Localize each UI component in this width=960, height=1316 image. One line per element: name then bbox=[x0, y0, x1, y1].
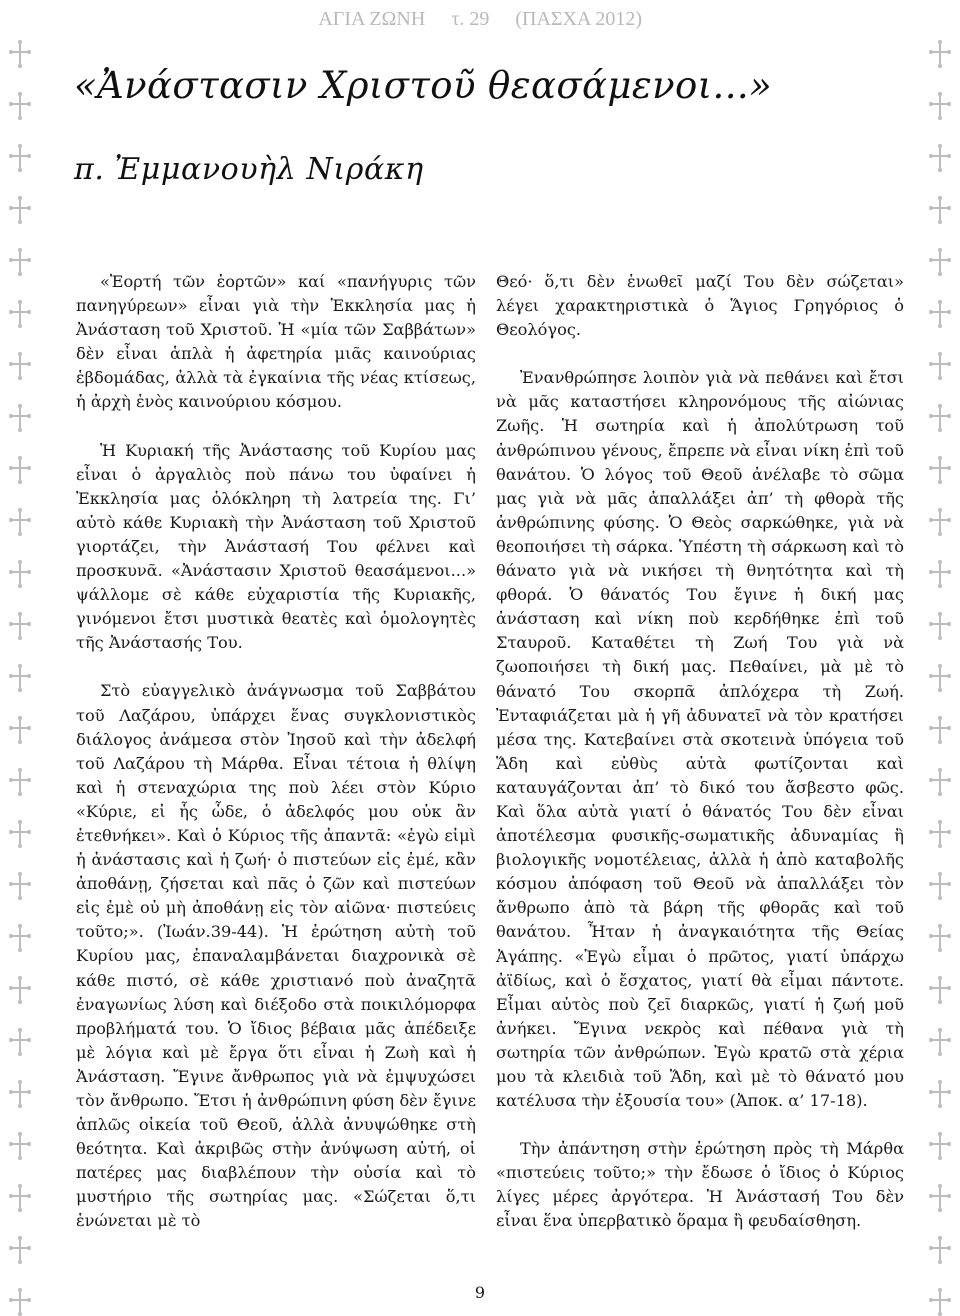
right-text-column bbox=[496, 270, 904, 1234]
cross-ornament bbox=[8, 92, 32, 120]
article-author: π. Ἐμμανουὴλ Νιράκη bbox=[74, 152, 424, 187]
cross-ornament bbox=[928, 872, 952, 900]
cross-ornament bbox=[8, 456, 32, 484]
cross-ornament bbox=[8, 768, 32, 796]
cross-ornament bbox=[8, 872, 32, 900]
cross-ornament bbox=[928, 820, 952, 848]
cross-ornament bbox=[928, 612, 952, 640]
cross-ornament bbox=[928, 1236, 952, 1264]
cross-ornament bbox=[8, 976, 32, 1004]
cross-ornament bbox=[8, 1132, 32, 1160]
left-cross-border bbox=[8, 0, 32, 1313]
cross-ornament bbox=[8, 924, 32, 952]
cross-ornament bbox=[928, 976, 952, 1004]
article-title: «Ἀνάστασιν Χριστοῦ θεασάμενοι...» bbox=[74, 64, 773, 107]
paragraph: «Ἑορτή τῶν ἑορτῶν» καί «πανήγυρις τῶν πανηγύρεων» εἶναι γιὰ τὴν Ἐκκλησία μας ἡ Ἀνάσταση τοῦ Χριστοῦ. Ἡ «μία τῶν Σαββάτων» δὲν εἶναι ἁπλὰ ἡ ἀφετηρία μιᾶς καινούριας ἑβδομάδας, ἀλλὰ τὰ ἐγκαίνια τῆς νέας κτίσεως, ἡ ἀρχὴ ἑνὸς καινούριου κόσμου. bbox=[76, 272, 476, 412]
cross-ornament bbox=[928, 1288, 952, 1316]
cross-ornament bbox=[8, 196, 32, 224]
cross-ornament bbox=[928, 560, 952, 588]
paragraph: Ἐνανθρώπησε λοιπὸν γιὰ νὰ πεθάνει καὶ ἔτσι νὰ μᾶς καταστήσει κληρονόμους τῆς αἰώνιας Ζωῆς. Ἡ σωτηρία καὶ ἡ ἀπολύτρωση τοῦ ἀνθρώπινου γένους, ἔπρεπε νὰ εἶναι νίκη ἐπὶ τοῦ θανάτου. Ὁ λόγος τοῦ Θεοῦ ἀνέλαβε τὸ σῶμα μας γιὰ νὰ μᾶς ἀπαλλάξει ἀπ’ τὴ φθορὰ τῆς ἀνθρώπινης φύσης. Ὁ Θεὸς σαρκώθηκε, γιὰ νὰ θεοποιήσει τὴ σάρκα. Ὑπέστη τὴ σάρκωση καὶ τὸ θάνατο γιὰ νὰ νικήσει τὴ θνητότητα καὶ τὴ φθορά. Ὁ θάνατός Του ἔγινε ἡ δική μας ἀνάσταση καὶ νίκη ποὺ κερδήθηκε ἐπὶ τοῦ Σταυροῦ. Καταθέτει τὴ Ζωή Του γιὰ νὰ ζωοποιήσει τὴ δική μας. Πεθαίνει, μὰ μὲ τὸ θάνατό Του σκορπᾶ ἀπλόχερα τὴ Ζωή. Ἐνταφιάζεται μὰ ἡ γῆ ἀδυνατεῖ νὰ τὸν κρατήσει μέσα της. Κατεβαίνει στὰ σκοτεινὰ ὑπόγεια τοῦ Ἅδη καὶ εὐθὺς αὐτὰ φωτίζονται καὶ καταυγάζονται ἀπ’ τὸ δικό του ἄσβεστο φῶς. Καὶ ὅλα αὐτὰ γιατί ὁ θάνατός Του δὲν εἶναι ἀποτέλεσμα φυσικῆς-σωματικῆς ἀδυναμίας ἢ βιολογικῆς νομοτέλειας, ἀλλὰ ἡ ἀπὸ καταβολῆς κόσμου ἀπόφαση τοῦ Θεοῦ νὰ ἀπαλλάξει τὸν ἄνθρωπο ἀπὸ τὰ βάρη τῆς φθορᾶς καὶ τοῦ θανάτου. Ἦταν ἡ ἀναγκαιότητα τῆς Θείας Ἀγάπης. «Ἐγὼ εἶμαι ὁ πρῶτος, γιατί ὑπάρχω ἀϊδίως, καὶ ὁ ἔσχατος, γιατί θὰ εἶμαι πάντοτε. Εἶμαι αὐτὸς ποὺ ζεῖ διαρκῶς, γιατί ἡ ζωή μοῦ ἀνήκει. Ἔγινα νεκρὸς καὶ πέθανα γιὰ τὴ σωτηρία τῶν ἀνθρώπων. Ἐγὼ κρατῶ στὰ χέρια μου τὰ κλειδιὰ τοῦ Ἅδη, καὶ μὲ τὸ θάνατό μου κατέλυσα τὴν ἐξουσία του» (Ἀποκ. α’ 17-18). bbox=[496, 368, 904, 1111]
cross-ornament bbox=[8, 300, 32, 328]
cross-ornament bbox=[928, 508, 952, 536]
cross-ornament bbox=[928, 768, 952, 796]
cross-ornament bbox=[8, 352, 32, 380]
running-header bbox=[0, 8, 960, 31]
cross-ornament bbox=[8, 144, 32, 172]
cross-ornament bbox=[928, 352, 952, 380]
cross-ornament bbox=[8, 248, 32, 276]
cross-ornament bbox=[928, 1184, 952, 1212]
paragraph: Τὴν ἀπάντηση στὴν ἐρώτηση πρὸς τὴ Μάρθα «πιστεύεις τοῦτο;» τὴν ἔδωσε ὁ ἴδιος ὁ Κύριος λίγες μέρες ἀργότερα. Ἡ Ἀνάστασή Του δὲν εἶναι ἕνα ὑπερβατικὸ ὅραμα ἢ φευδαίσθηση. bbox=[496, 1139, 904, 1231]
cross-ornament bbox=[8, 716, 32, 744]
cross-ornament bbox=[8, 1288, 32, 1316]
cross-ornament bbox=[928, 196, 952, 224]
cross-ornament bbox=[928, 144, 952, 172]
cross-ornament bbox=[8, 1080, 32, 1108]
cross-ornament bbox=[8, 820, 32, 848]
cross-ornament bbox=[928, 456, 952, 484]
left-text-column bbox=[76, 270, 476, 1234]
cross-ornament bbox=[928, 248, 952, 276]
page-number: 9 bbox=[474, 1283, 486, 1302]
cross-ornament bbox=[8, 612, 32, 640]
paragraph: Στὸ εὐαγγελικὸ ἀνάγνωσμα τοῦ Σαββάτου τοῦ Λαζάρου, ὑπάρχει ἕνας συγκλονιστικὸς διάλογος ἀνάμεσα στὸν Ἰησοῦ καὶ τὴν ἀδελφή τοῦ Λαζάρου τὴ Μάρθα. Εἶναι τέτοια ἡ θλίψη καὶ ἡ στεναχώρια της ποὺ λέει στὸν Κύριο «Κύριε, εἰ ἧς ὧδε, ὁ ἀδελφός μου οὐκ ἂν ἐτεθνήκει». Καὶ ὁ Κύριος τῆς ἀπαντᾶ: «ἐγὼ εἰμὶ ἡ ἀνάστασις καὶ ἡ ζωή· ὁ πιστεύων εἰς ἐμέ, κἂν ἀποθάνῃ, ζήσεται καὶ πᾶς ὁ ζῶν καὶ πιστεύων εἰς ἐμὲ οὐ μὴ ἀποθάνῃ εἰς τὸν αἰῶνα· πιστεύεις τοῦτο;». (Ἰωάν.39-44). Ἡ ἐρώτηση αὐτὴ τοῦ Κυρίου μας, ἐπαναλαμβάνεται διαχρονικὰ σὲ κάθε πιστό, σὲ κάθε χριστιανό ποὺ ἀναζητᾶ ἐναγωνίως λύση καὶ διέξοδο στὰ ποικιλόμορφα προβλήματά του. Ὁ ἴδιος βέβαια μᾶς ἀπέδειξε μὲ λόγια καὶ μὲ ἔργα ὅτι εἶναι ἡ Ζωὴ καὶ ἡ Ἀνάσταση. Ἔγινε ἄνθρωπος γιὰ νὰ ἐμψυχώσει τὸν ἄνθρωπο. Ἔτσι ἡ ἀνθρώπινη φύση δὲν ἔγινε ἁπλῶς οἰκεία τοῦ Θεοῦ, ἀλλὰ ἀνυψώθηκε στὴ θεότητα. Καὶ ἀκριβῶς στὴν ἀνύψωση αὐτή, οἱ πατέρες μας διαβλέπουν τὴν οὐσία καὶ τὸ μυστήριο τῆς σωτηρίας μας. «Σώζεται ὅ,τι ἑνώνεται μὲ τὸ bbox=[76, 681, 476, 1231]
cross-ornament bbox=[8, 508, 32, 536]
magazine-name: ΑΓΙΑ ΖΩΝΗ bbox=[318, 8, 426, 30]
cross-ornament bbox=[8, 1184, 32, 1212]
paragraph: Ἡ Κυριακή τῆς Ἀνάστασης τοῦ Κυρίου μας εἶναι ὁ ἀργαλιὸς ποὺ πάνω του ὑφαίνει ἡ Ἐκκλησία μας ὁλόκληρη τὴ λατρεία της. Γι’ αὐτὸ κάθε Κυριακὴ τὴν Ἀνάσταση τοῦ Χριστοῦ γιορτάζει, τὴν Ἀνάστασή Του φέλνει καὶ προσκυνᾶ. «Ἀνάστασιν Χριστοῦ θεασάμενοι...» ψάλλομε σὲ κάθε εὐχαριστία τῆς Κυριακῆς, γινόμενοι ἔτσι μυστικὰ θεατὲς καὶ ὁμολογητὲς τῆς Ἀνάστασής Του. bbox=[76, 440, 476, 653]
cross-ornament bbox=[928, 92, 952, 120]
cross-ornament bbox=[8, 404, 32, 432]
cross-ornament bbox=[8, 664, 32, 692]
right-cross-border bbox=[928, 0, 952, 1313]
cross-ornament bbox=[8, 1236, 32, 1264]
cross-ornament bbox=[928, 664, 952, 692]
cross-ornament bbox=[928, 40, 952, 68]
cross-ornament bbox=[928, 1028, 952, 1056]
cross-ornament bbox=[928, 924, 952, 952]
cross-ornament bbox=[928, 1132, 952, 1160]
cross-ornament bbox=[928, 300, 952, 328]
cross-ornament bbox=[8, 1028, 32, 1056]
issue-number: τ. 29 bbox=[451, 8, 490, 30]
cross-ornament bbox=[8, 40, 32, 68]
cross-ornament bbox=[928, 716, 952, 744]
paragraph: Θεό· ὅ,τι δὲν ἑνωθεῖ μαζί Του δὲν σώζεται» λέγει χαρακτηριστικὰ ὁ Ἅγιος Γρηγόριος ὁ Θεολόγος. bbox=[496, 272, 904, 340]
cross-ornament bbox=[928, 1080, 952, 1108]
edition-label: (ΠΑΣΧΑ 2012) bbox=[515, 8, 642, 30]
cross-ornament bbox=[928, 404, 952, 432]
cross-ornament bbox=[8, 560, 32, 588]
